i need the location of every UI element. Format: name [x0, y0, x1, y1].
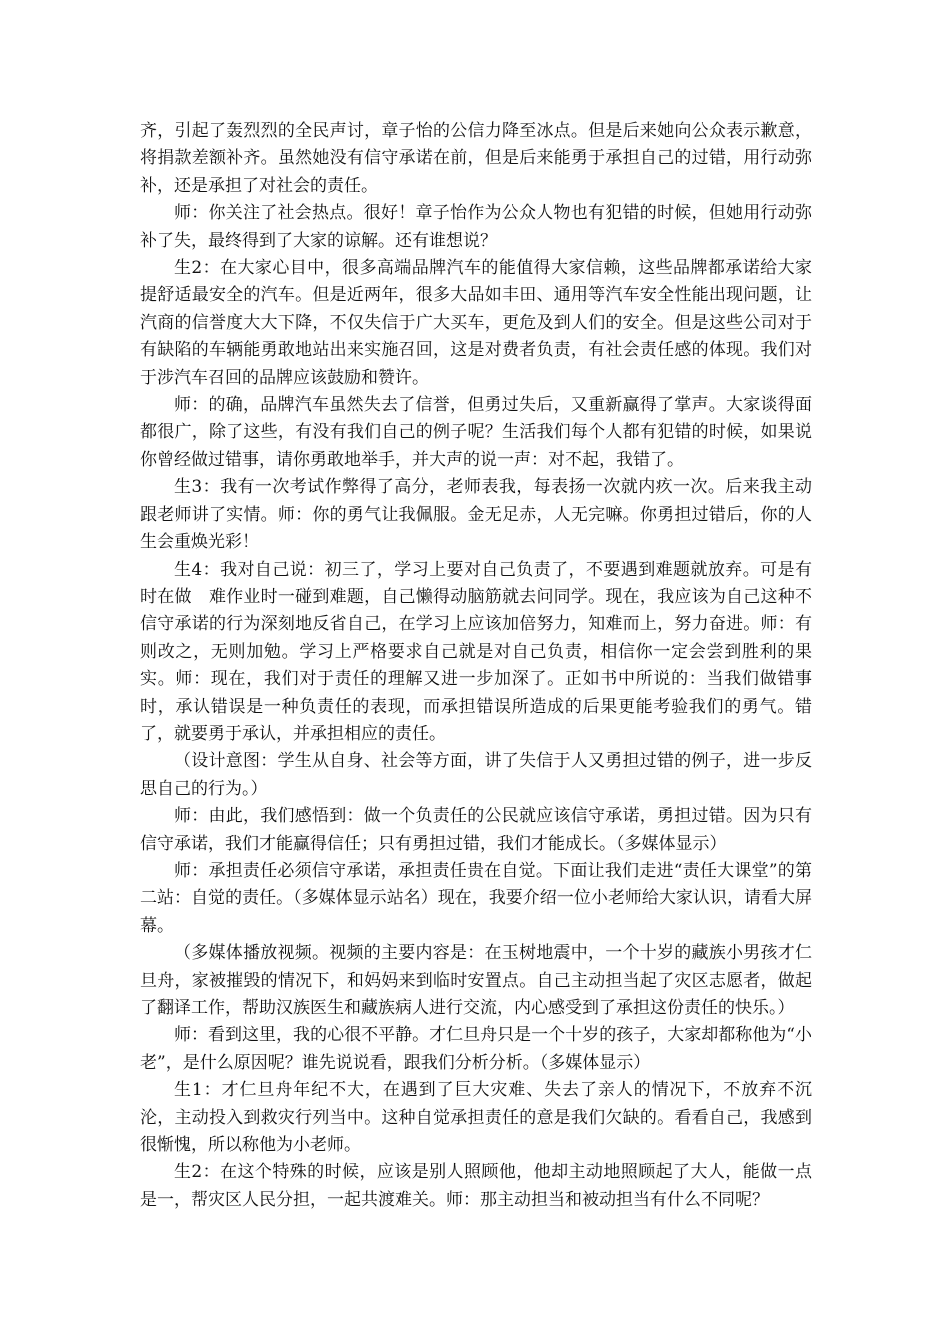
paragraph: 生3：我有一次考试作弊得了高分，老师表我，每表扬一次就内疚一次。后来我主动跟老师讲了实情。师：你的勇气让我佩服。金无足赤，人无完嘛。你勇担过错后，你的人生会重焕光彩！ — [140, 477, 812, 553]
paragraph: 生4：我对自己说：初三了，学习上要对自己负责了，不要遇到难题就放弃。可是有时在做 难作业时一碰到难题，自己懒得动脑筋就去问同学。现在，我应该为自己这种不信守承诺的行为深刻地反省自己，在学习上应该加倍努力，知难而上，努力奋进。师：有则改之，无则加勉。学习上严格要求自己就是对自己负责，相信你一定会尝到胜利的果实。师：现在，我们对于责任的理解又进一步加深了。正如书中所说的：当我们做错事时，承认错误是一种负责任的表现，而承担错误所造成的后果更能考验我们的勇气。错了，就要勇于承认，并承担相应的责任。 — [140, 559, 812, 744]
paragraph: 师：承担责任必须信守承诺，承担责任贵在自觉。下面让我们走进“责任大课堂”的第二站：自觉的责任。（多媒体显示站名）现在，我要介绍一位小老师给大家认识，请看大屏幕。 — [140, 860, 812, 936]
paragraph: 生1：才仁旦舟年纪不大，在遇到了巨大灾难、失去了亲人的情况下，不放弃不沉沦，主动投入到救灾行列当中。这种自觉承担责任的意是我们欠缺的。看看自己，我感到很惭愧，所以称他为小老师。 — [140, 1080, 812, 1156]
paragraph: 师：你关注了社会热点。很好！章子怡作为公众人物也有犯错的时候，但她用行动弥补了失，最终得到了大家的谅解。还有谁想说？ — [140, 203, 812, 251]
paragraph: 师：由此，我们感悟到：做一个负责任的公民就应该信守承诺，勇担过错。因为只有信守承诺，我们才能赢得信任；只有勇担过错，我们才能成长。（多媒体显示） — [140, 806, 812, 854]
video-description-note: （多媒体播放视频。视频的主要内容是：在玉树地震中，一个十岁的藏族小男孩才仁旦舟，家被摧毁的情况下，和妈妈来到临时安置点。自己主动担当起了灾区志愿者，做起了翻译工作，帮助汉族医生和藏族病人进行交流，内心感受到了承担这份责任的快乐。） — [140, 943, 812, 1018]
paragraph: 生2：在大家心目中，很多高端品牌汽车的能值得大家信赖，这些品牌都承诺给大家提舒适最安全的汽车。但是近两年，很多大品如丰田、通用等汽车安全性能出现问题，让汽商的信誉度大大下降，不仅失信于广大买车，更危及到人们的安全。但是这些公司对于有缺陷的车辆能勇敢地站出来实施召回，这是对费者负责，有社会责任感的体现。我们对于涉汽车召回的品牌应该鼓励和赞许。 — [140, 258, 812, 388]
paragraph-continuation: 齐，引起了轰烈烈的全民声讨，章子怡的公信力降至冰点。但是后来她向公众表示歉意，将捐款差额补齐。虽然她没有信守承诺在前，但是后来能勇于承担自己的过错，用行动弥补，还是承担了对社会的责任。 — [140, 121, 812, 196]
document-page — [140, 118, 812, 1214]
design-intent-note: （设计意图：学生从自身、社会等方面，讲了失信于人又勇担过错的例子，进一步反思自己的行为。） — [140, 751, 812, 799]
paragraph: 师：看到这里，我的心很不平静。才仁旦舟只是一个十岁的孩子，大家却都称他为“小老”，是什么原因呢？谁先说说看，跟我们分析分析。（多媒体显示） — [140, 1025, 812, 1073]
paragraph: 师：的确，品牌汽车虽然失去了信誉，但勇过失后，又重新赢得了掌声。大家谈得面都很广，除了这些，有没有我们自己的例子呢？生活我们每个人都有犯错的时候，如果说你曾经做过错事，请你勇敢地举手，并大声的说一声：对不起，我错了。 — [140, 395, 812, 470]
paragraph: 生2：在这个特殊的时候，应该是别人照顾他，他却主动地照顾起了大人，能做一点是一，帮灾区人民分担，一起共渡难关。师：那主动担当和被动担当有什么不同呢？ — [140, 1162, 812, 1210]
